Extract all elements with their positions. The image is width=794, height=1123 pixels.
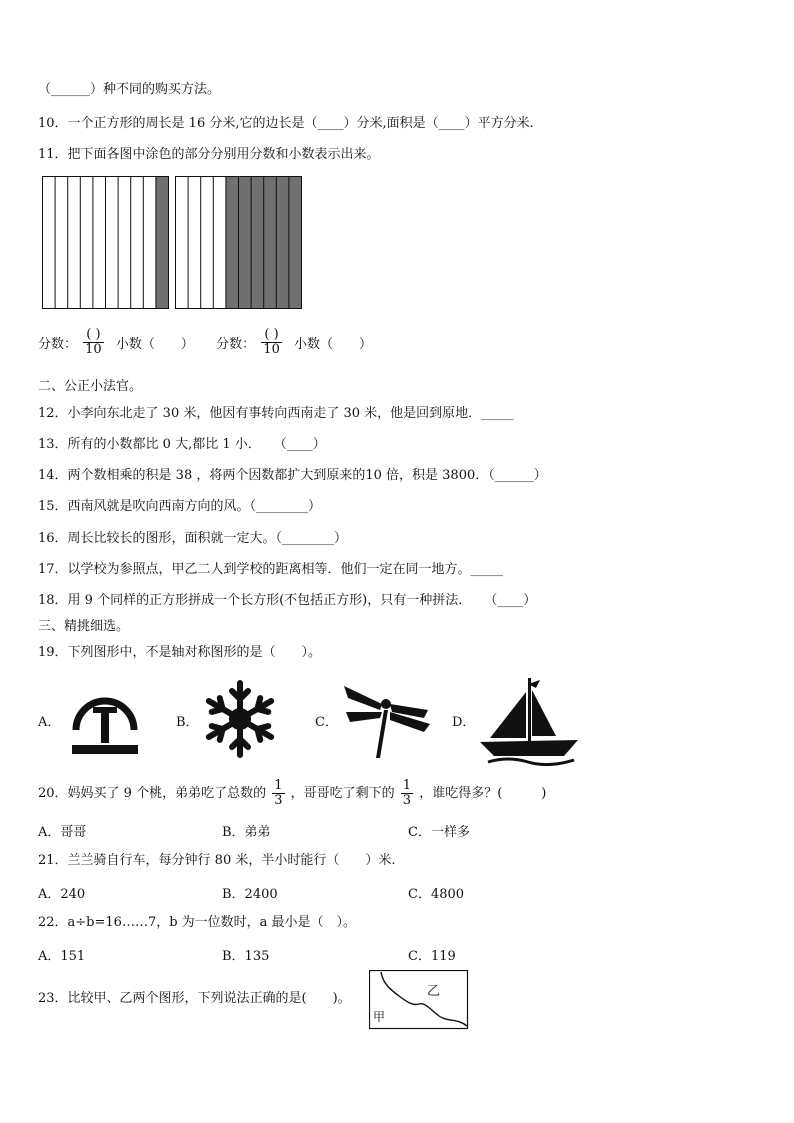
q17-text: 17．以学校为参照点，甲乙二人到学校的距离相等．他们一定在同一地方。_____ <box>38 562 504 577</box>
q23-text: 23．比较甲、乙两个图形，下列说法正确的是( )。 <box>38 991 351 1006</box>
q10-text: 10．一个正方形的周长是 16 分米,它的边长是（____）分米,面积是（____）平方分米. <box>38 116 534 131</box>
snowflake-icon <box>200 678 280 760</box>
shaded-strip <box>156 176 169 308</box>
q20-fraction-1-numerator: 1 <box>274 778 283 793</box>
decimal-label-2: 小数（ ） <box>293 337 372 352</box>
q20-option-b: B．弟弟 <box>222 825 271 840</box>
q16-text: 16．周长比较长的图形，面积就一定大。（________） <box>38 531 348 546</box>
q20-fraction-2-denominator: 3 <box>402 793 412 808</box>
q19-text: 19．下列图形中，不是轴对称图形的是（ ）。 <box>38 645 322 660</box>
fraction-1-denominator: 10 <box>85 342 102 357</box>
section-3-heading: 三、精挑细选。 <box>38 619 130 634</box>
q20-fraction-2-numerator: 1 <box>402 778 412 793</box>
q22-text: 22．a÷b=16……7，b 为一位数时，a 最小是（ ）。 <box>38 915 357 930</box>
decimal-label-1: 小数（ ） <box>115 337 194 352</box>
q20-option-a: A．哥哥 <box>38 825 87 840</box>
q19-option-a-label: A． <box>38 715 61 730</box>
q19-option-c-label: C． <box>315 715 338 730</box>
q19-option-d-label: D． <box>452 715 476 730</box>
q22-option-c: C．119 <box>408 949 456 964</box>
q21-text: 21．兰兰骑自行车，每分钟行 80 米，半小时能行（ ）米. <box>38 853 396 868</box>
q15-text: 15．西南风就是吹向西南方向的风。（________） <box>38 499 322 514</box>
q11-text: 11．把下面各图中涂色的部分分别用分数和小数表示出来。 <box>38 147 380 162</box>
q12-text: 12．小李向东北走了 30 米，他因有事转向西南走了 30 米，他是回到原地．_____ <box>38 406 514 421</box>
fraction-2 <box>261 328 282 357</box>
q21-option-a: A．240 <box>38 887 86 902</box>
q14-text: 14．两个数相乘的积是 38 ，将两个因数都扩大到原来的10 倍，积是 3800．（______） <box>38 468 547 483</box>
q20-fraction-1-denominator: 3 <box>274 793 283 808</box>
fraction-1 <box>83 328 104 357</box>
sailboat-icon <box>478 676 582 766</box>
fraction-1-numerator: ( ) <box>83 328 104 343</box>
q20-part-3: ，谁吃得多？( ) <box>419 786 547 801</box>
fraction-2-numerator: ( ) <box>261 328 282 343</box>
q20-option-c: C．一样多 <box>408 825 470 840</box>
q20-part-2: ，哥哥吃了剩下的 <box>290 786 395 801</box>
q21-option-b: B．2400 <box>222 887 278 902</box>
q11-grid-2 <box>175 176 303 310</box>
q11-grid-1 <box>42 176 170 310</box>
fraction-label-1: 分数： <box>38 337 78 352</box>
section-2-heading: 二、公正小法官。 <box>38 379 143 394</box>
q23-figure <box>369 970 469 1030</box>
q13-text: 13．所有的小数都比 0 大,都比 1 小． （____） <box>38 437 326 452</box>
q11-answer-row <box>38 328 372 357</box>
q20-text <box>38 776 546 812</box>
fraction-label-2: 分数： <box>216 337 256 352</box>
q20-fraction-1 <box>272 779 284 808</box>
q20-part-1: 20．妈妈买了 9 个桃，弟弟吃了总数的 <box>38 786 267 801</box>
subway-logo-icon <box>66 680 144 762</box>
q22-option-a: A．151 <box>38 949 86 964</box>
q21-option-c: C．4800 <box>408 887 465 902</box>
q9-tail: （______）种不同的购买方法。 <box>38 82 221 97</box>
q23-label-jia: 甲 <box>373 1010 386 1024</box>
q22-option-b: B．135 <box>222 949 270 964</box>
q23-label-yi: 乙 <box>427 984 441 999</box>
fraction-2-denominator: 10 <box>263 342 280 357</box>
q18-text: 18．用 9 个同样的正方形拼成一个长方形(不包括正方形)，只有一种拼法． （____） <box>38 593 537 608</box>
q19-option-b-label: B． <box>176 715 199 730</box>
dragonfly-icon <box>340 682 436 762</box>
q20-fraction-2 <box>401 779 413 808</box>
